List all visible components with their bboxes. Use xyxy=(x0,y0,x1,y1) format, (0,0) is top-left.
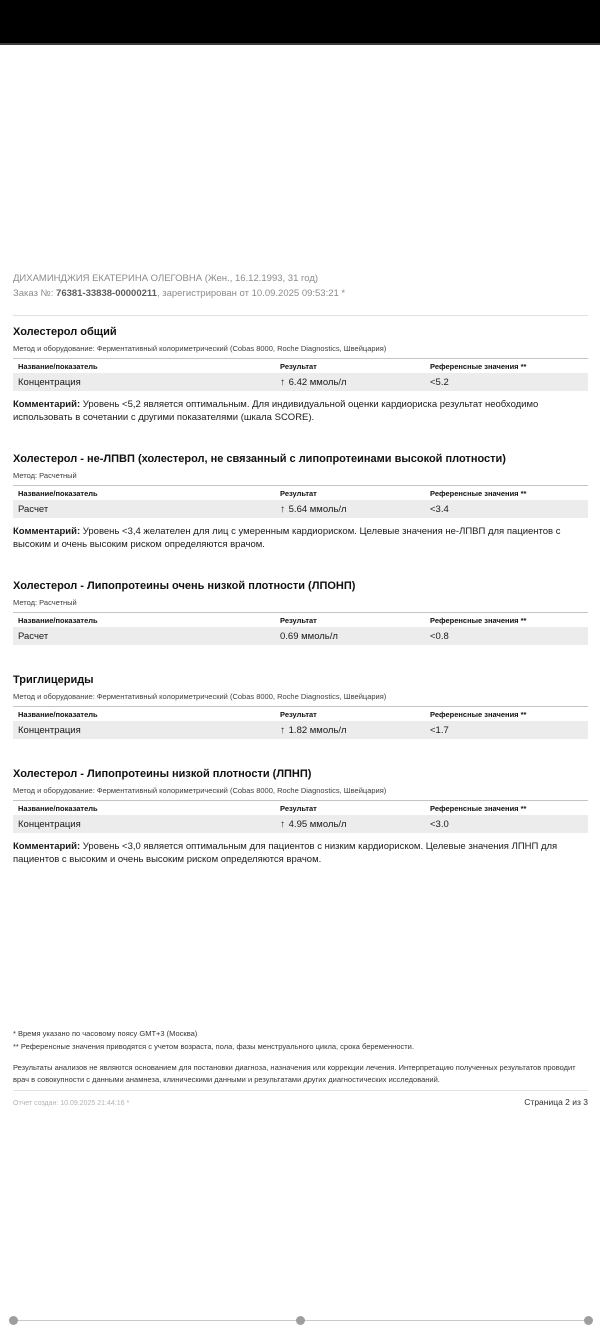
table-row xyxy=(13,721,588,739)
section-ldl-cholesterol xyxy=(13,767,588,866)
col-header-reference: Референсные значения ** xyxy=(430,488,527,498)
comment-text: Уровень <3,4 желателен для лиц с умеренным кардиориском. Целевые значения не-ЛПВП для пациентов с высоким и очень высоким риском определяются врачом. xyxy=(13,526,561,550)
row-name: Концентрация xyxy=(18,818,81,830)
order-number: 76381-33838-00000211 xyxy=(56,288,157,299)
report-sections xyxy=(13,325,588,894)
col-header-result: Результат xyxy=(280,361,317,371)
table-header xyxy=(13,358,588,373)
status-bar xyxy=(0,0,600,45)
footnote-time: * Время указано по часовому поясу GMT+3 (Москва) xyxy=(13,1029,198,1038)
col-header-reference: Референсные значения ** xyxy=(430,361,527,371)
table-header xyxy=(13,485,588,500)
results-table xyxy=(13,612,588,645)
col-header-reference: Референсные значения ** xyxy=(430,615,527,625)
section-triglycerides xyxy=(13,673,588,739)
order-line xyxy=(13,286,588,301)
result-value: 4.95 ммоль/л xyxy=(288,818,347,830)
row-reference: <0.8 xyxy=(430,630,449,642)
col-header-result: Результат xyxy=(280,615,317,625)
table-row xyxy=(13,373,588,391)
row-name: Концентрация xyxy=(18,724,81,736)
section-title: Холестерол - Липопротеины низкой плотности (ЛПНП) xyxy=(13,768,312,780)
comment-label: Комментарий: xyxy=(13,399,81,410)
section-title: Холестерол - не-ЛПВП (холестерол, не связанный с липопротеинами высокой плотности) xyxy=(13,453,506,465)
col-header-name: Название/показатель xyxy=(18,709,98,719)
table-header xyxy=(13,800,588,815)
comment-block xyxy=(13,526,588,551)
col-header-result: Результат xyxy=(280,803,317,813)
high-arrow-icon: ↑ xyxy=(280,724,285,736)
section-title: Холестерол общий xyxy=(13,326,117,338)
report-created-timestamp: Отчет создан: 10.09.2025 21:44:16 * xyxy=(13,1100,130,1107)
high-arrow-icon: ↑ xyxy=(280,818,285,830)
row-reference: <3.4 xyxy=(430,503,449,515)
order-suffix: , зарегистрирован от 10.09.2025 09:53:21 * xyxy=(156,288,346,299)
section-title: Триглицериды xyxy=(13,674,94,686)
row-reference: <3.0 xyxy=(430,818,449,830)
row-result xyxy=(280,377,430,388)
method-line: Метод и оборудование: Ферментативный колориметрический (Cobas 8000, Roche Diagnostics, Швейцария) xyxy=(13,344,387,353)
row-reference: <1.7 xyxy=(430,724,449,736)
section-total-cholesterol xyxy=(13,325,588,424)
report-footer xyxy=(13,1028,588,1107)
col-header-reference: Референсные значения ** xyxy=(430,709,527,719)
patient-name-line: ДИХАМИНДЖИЯ ЕКАТЕРИНА ОЛЕГОВНА (Жен., 16.12.1993, 31 год) xyxy=(13,273,319,284)
patient-info xyxy=(13,271,588,301)
row-name: Расчет xyxy=(18,630,49,642)
row-reference: <5.2 xyxy=(430,376,449,388)
col-header-result: Результат xyxy=(280,709,317,719)
method-line: Метод: Расчетный xyxy=(13,598,77,607)
col-header-name: Название/показатель xyxy=(18,488,98,498)
comment-block xyxy=(13,399,588,424)
divider-footer xyxy=(13,1090,588,1091)
results-table xyxy=(13,706,588,739)
drag-handle-dot-left[interactable] xyxy=(9,1316,18,1325)
result-value: 6.42 ммоль/л xyxy=(288,376,347,388)
table-row xyxy=(13,627,588,645)
row-result xyxy=(280,504,430,515)
result-value: 1.82 ммоль/л xyxy=(288,724,347,736)
method-line: Метод: Расчетный xyxy=(13,471,77,480)
table-header xyxy=(13,706,588,721)
section-title: Холестерол - Липопротеины очень низкой плотности (ЛПОНП) xyxy=(13,580,356,592)
comment-block xyxy=(13,841,588,866)
comment-label: Комментарий: xyxy=(13,526,81,537)
row-name: Расчет xyxy=(18,503,49,515)
high-arrow-icon: ↑ xyxy=(280,376,285,388)
col-header-name: Название/показатель xyxy=(18,803,98,813)
col-header-reference: Референсные значения ** xyxy=(430,803,527,813)
row-result xyxy=(280,631,430,642)
comment-text: Уровень <5,2 является оптимальным. Для индивидуальной оценки кардиориска результат необходимо использовать в сочетании с другими показателями (шкала SCORE). xyxy=(13,399,539,423)
results-table xyxy=(13,485,588,518)
order-prefix: Заказ №: xyxy=(13,288,57,299)
method-line: Метод и оборудование: Ферментативный колориметрический (Cobas 8000, Roche Diagnostics, Швейцария) xyxy=(13,692,387,701)
footer-row xyxy=(13,1097,588,1107)
table-header xyxy=(13,612,588,627)
footnote-reference: ** Референсные значения приводятся с учетом возраста, пола, фазы менструального цикла, срока беременности. xyxy=(13,1042,414,1051)
table-row xyxy=(13,815,588,833)
drag-handle-dot-right[interactable] xyxy=(584,1316,593,1325)
page-indicator: Страница 2 из 3 xyxy=(524,1097,588,1107)
col-header-name: Название/показатель xyxy=(18,615,98,625)
comment-label: Комментарий: xyxy=(13,841,81,852)
table-row xyxy=(13,500,588,518)
disclaimer-text: Результаты анализов не являются основанием для постановки диагноза, назначения или коррекции лечения. Интерпретацию полученных результатов проводит врач в совокупности с данными анамнеза, клиническими данными и результатами других диагностических исследований. xyxy=(13,1063,576,1084)
row-result xyxy=(280,725,430,736)
section-non-hdl-cholesterol xyxy=(13,452,588,551)
col-header-name: Название/показатель xyxy=(18,361,98,371)
drag-handle-dot-center[interactable] xyxy=(296,1316,305,1325)
section-vldl-cholesterol xyxy=(13,579,588,645)
row-name: Концентрация xyxy=(18,376,81,388)
results-table xyxy=(13,800,588,833)
col-header-result: Результат xyxy=(280,488,317,498)
comment-text: Уровень <3,0 является оптимальным для пациентов с низким кардиориском. Целевые значения ЛПНП для пациентов с высоким и очень высоким риском определяются врачом. xyxy=(13,841,558,865)
result-value: 5.64 ммоль/л xyxy=(288,503,347,515)
high-arrow-icon: ↑ xyxy=(280,503,285,515)
divider-top xyxy=(13,315,588,316)
results-table xyxy=(13,358,588,391)
method-line: Метод и оборудование: Ферментативный колориметрический (Cobas 8000, Roche Diagnostics, Швейцария) xyxy=(13,786,387,795)
result-value: 0.69 ммоль/л xyxy=(280,630,338,642)
row-result xyxy=(280,819,430,830)
